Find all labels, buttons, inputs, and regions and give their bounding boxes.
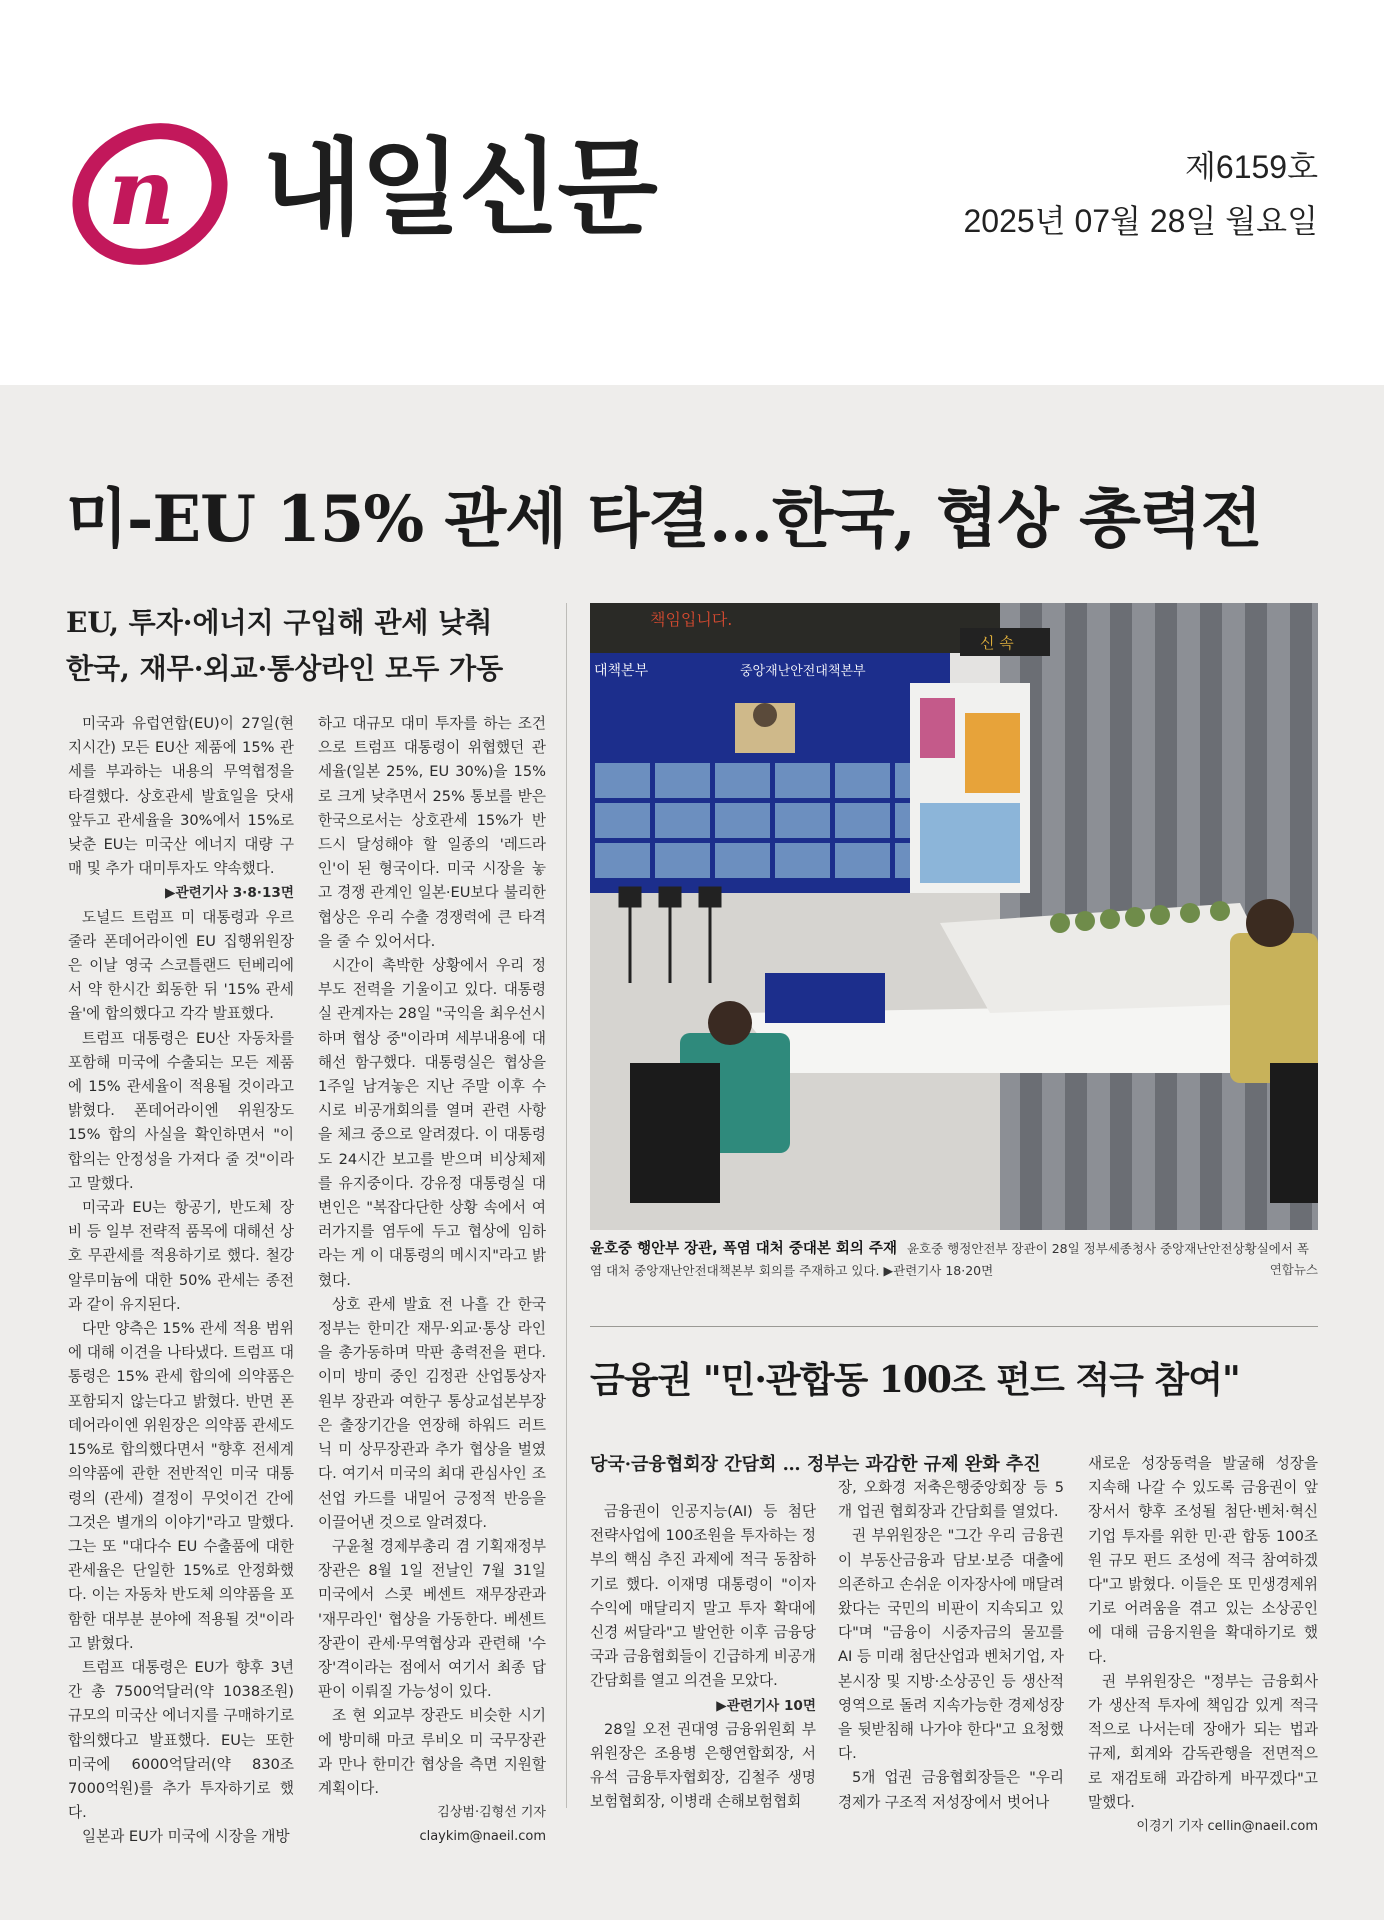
paragraph: 금융권이 인공지능(AI) 등 첨단 전략사업에 100조원을 투자하는 정부의 핵심 추진 과제에 적극 동참하기로 했다. 이재명 대통령이 "이자수익에 매달리지 말고 투자 확대에 신경 써달라"고 발언한 이후 금융당국과 금융협회들이 긴급하게 비공개 간담회를 열고 의견을 모았다. — [590, 1503, 816, 1690]
main-headline: 미-EU 15% 관세 타결…한국, 협상 총력전 — [66, 482, 1262, 557]
main-article-column-2 — [318, 712, 546, 1850]
issue-info — [963, 140, 1318, 248]
news-photo — [590, 603, 1318, 1230]
naeil-logo-icon — [64, 112, 234, 272]
photo-caption — [590, 1238, 1318, 1282]
main-subhead — [66, 600, 503, 692]
second-article-column-2 — [838, 1476, 1064, 1815]
issue-number: 제6159호 — [1184, 149, 1318, 185]
second-article-column-3 — [1088, 1452, 1318, 1839]
section-divider — [590, 1326, 1318, 1327]
related-article-ref: ▶관련기사 10면 — [716, 1697, 816, 1714]
paragraph: 트럼프 대통령은 EU가 향후 3년간 총 7500억달러(약 1038조원) 규모의 미국산 에너지를 구매하기로 합의했다고 발표했다. EU는 또한 미국에 6000억달러(약 830조7000억원)를 추가 투자하기로 했다. — [68, 1658, 294, 1822]
paragraph: 미국과 유럽연합(EU)이 27일(현지시간) 모든 EU산 제품에 15% 관세를 부과하는 내용의 무역협정을 타결했다. 상호관세 발효일을 닷새 앞두고 관세율을 30%에서 15%로 낮춘 EU는 미국산 에너지 대량 구매 및 추가 대미투자도 약속했다. — [68, 715, 294, 878]
second-subhead: 당국·금융협회장 간담회 … 정부는 과감한 규제 완화 추진 — [590, 1454, 1041, 1475]
byline: 이경기 기자 cellin@naeil.com — [1136, 1819, 1318, 1835]
subhead-line-2: 한국, 재무·외교·통상라인 모두 가동 — [66, 652, 504, 685]
paragraph: 상호 관세 발효 전 나흘 간 한국 정부는 한미간 재무·외교·통상 라인을 총가동하며 막판 총력전을 편다. 이미 방미 중인 김정관 산업통상자원부 장관과 여한구 통상교섭본부장은 출장기간을 연장해 하워드 러트닉 미 상무장관과 추가 협상을 벌였다. 여기서 미국의 최대 관심사인 조선업 카드를 내밀어 긍정적 반응을 이끌어낸 것으로 알려졌다. — [318, 1295, 546, 1531]
main-article-column-1 — [68, 712, 294, 1850]
paragraph: 구윤철 경제부총리 겸 기획재정부 장관은 8월 1일 전날인 7월 31일 미국에서 스콧 베센트 재무장관과 '재무라인' 협상을 가동한다. 베센트 장관이 관세·무역협상과 관련해 '수장'격이라는 점에서 여기서 최종 답판이 이뤄질 가능성이 있다. — [318, 1537, 546, 1701]
paragraph: 도널드 트럼프 미 대통령과 우르줄라 폰데어라이엔 EU 집행위원장은 이날 영국 스코틀랜드 턴베리에서 약 한시간 회동한 뒤 '15% 관세율'에 합의했다고 각각 발표했다. — [68, 908, 294, 1023]
paragraph: 다만 양측은 15% 관세 적용 범위에 대해 이견을 나타냈다. 트럼프 대통령은 15% 관세 합의에 의약품은 포함되지 않는다고 밝혔다. 반면 폰데어라이엔 위원장은 의약품 관세도 15%로 합의했다면서 "향후 전세계 의약품에 관한 전반적인 미국 대통령의 (관세) 결정이 무엇이건 간에 그것은 별개의 이야기"라고 말했다. 그는 또 "대다수 EU 수출품에 대한 관세율은 단일한 15%로 안정화했다. 이는 자동차 반도체 의약품을 포함한 대부분 분야에 적용될 것"이라고 밝혔다. — [68, 1320, 294, 1652]
paragraph: 일본과 EU가 미국에 시장을 개방 — [82, 1828, 290, 1846]
screen-title: 중앙재난안전대책본부 — [740, 664, 866, 679]
related-article-ref: ▶관련기사 3·8·13면 — [164, 885, 294, 902]
subhead-line-1: EU, 투자·에너지 구입해 관세 낮춰 — [66, 606, 493, 639]
caption-title: 윤호중 행안부 장관, 폭염 대처 중대본 회의 주재 — [590, 1241, 897, 1257]
paragraph: 조 현 외교부 장관도 비슷한 시기에 방미해 마코 루비오 미 국무장관과 만나 한미간 협상을 측면 지원할 계획이다. — [318, 1707, 546, 1797]
paragraph: 권 부위원장은 "그간 우리 금융권이 부동산금융과 담보·보증 대출에 의존하고 손쉬운 이자장사에 매달려 왔다는 국민의 비판이 지속되고 있다"며 "금융이 시중자금의 물꼬를 AI 등 미래 첨단산업과 벤처기업, 자본시장 및 지방·소상공인 등 생산적 영역으로 돌려 지속가능한 경제성장을 뒷받침해 나가야 한다"고 요청했다. — [838, 1527, 1064, 1763]
paragraph: 새로운 성장동력을 발굴해 성장을 지속해 나갈 수 있도록 금융권이 앞장서서 향후 조성될 첨단·벤처·혁신기업 투자를 위한 민·관 합동 100조원 규모 펀드 조성에 적극 참여하겠다"고 밝혔다. 이들은 또 민생경제위기로 어려움을 겪고 있는 소상공인에 대해 금융지원을 확대하기로 했다. — [1088, 1455, 1318, 1666]
paragraph: 28일 오전 권대영 금융위원회 부위원장은 조용병 은행연합회장, 서유석 금융투자협회장, 김철주 생명보험협회장, 이병래 손해보험협회 — [590, 1720, 816, 1811]
meeting-room-photo — [590, 603, 1318, 1230]
sign-right: 신 속 — [980, 634, 1014, 652]
paragraph: 권 부위원장은 "정부는 금융회사가 생산적 투자에 책임감 있게 적극적으로 나서는데 장애가 되는 법과 규제, 회계와 감독관행을 전면적으로 재검토해 과감하게 바꾸겠다"고 말했다. — [1088, 1672, 1318, 1811]
issue-date: 2025년 07월 28일 월요일 — [963, 203, 1318, 239]
column-divider — [566, 603, 567, 1808]
paragraph: 하고 대규모 대미 투자를 하는 조건으로 트럼프 대통령이 위협했던 관세율(일본 25%, EU 30%)을 15%로 크게 낮추면서 25% 통보를 받은 한국으로서는 상호관세 15%가 반드시 달성해야 할 일종의 '레드라인'이 된 형국이다. 미국 시장을 놓고 경쟁 관계인 일본·EU보다 불리한 협상은 우리 수출 경쟁력에 큰 타격을 줄 수 있어서다. — [318, 715, 546, 950]
svg-text:n: n — [108, 138, 175, 246]
sign-top: 책임입니다. — [650, 610, 733, 629]
paragraph: 시간이 촉박한 상황에서 우리 정부도 전력을 기울이고 있다. 대통령실 관계자는 28일 "국익을 최우선시하며 협상 중"이라며 세부내용에 대해선 함구했다. 대통령실은 협상을 1주일 남겨놓은 지난 주말 이후 수시로 비공개회의를 열며 관련 사항을 체크 중으로 알려졌다. 이 대통령도 24시간 보고를 받으며 비상체제를 유지중이다. 강유정 대통령실 대변인은 "복잡다단한 상황 속에서 여러가지를 염두에 두고 협상에 임하라는 게 이 대통령의 메시지"라고 밝혔다. — [318, 957, 546, 1289]
paragraph: 5개 업권 금융협회장들은 "우리 경제가 구조적 저성장에서 벗어나 — [838, 1769, 1064, 1811]
second-article-column-1 — [590, 1500, 816, 1815]
paragraph: 미국과 EU는 항공기, 반도체 장비 등 일부 전략적 품목에 대해선 상호 무관세를 적용하기로 했다. 철강 알루미늄에 대한 50% 관세는 종전과 같이 유지된다. — [68, 1199, 294, 1313]
masthead — [0, 0, 1384, 385]
caption-text: 윤호중 행정안전부 장관이 28일 정부세종청사 중앙재난안전상황실에서 폭염 대처 중앙재난안전대책본부 회의를 주재하고 있다. ▶관련기사 18·20면 — [590, 1241, 1309, 1278]
sign-left: 대책본부 — [594, 663, 649, 679]
logo-text: 내일신문 — [262, 127, 656, 249]
paragraph: 트럼프 대통령은 EU산 자동차를 포함해 미국에 수출되는 모든 제품에 15% 관세율이 적용될 것이라고 밝혔다. 폰데어라이엔 위원장도 15% 합의 사실을 확인하면서 "이 합의는 안정성을 가져다 줄 것"이라고 말했다. — [68, 1029, 294, 1192]
second-headline: 금융권 "민·관합동 100조 펀드 적극 참여" — [590, 1359, 1240, 1401]
photo-credit: 연합뉴스 — [1269, 1262, 1318, 1277]
byline: 김상범·김형선 기자 claykim@naeil.com — [419, 1805, 546, 1845]
paragraph: 장, 오화경 저축은행중앙회장 등 5개 업권 협회장과 간담회를 열었다. — [838, 1479, 1064, 1521]
